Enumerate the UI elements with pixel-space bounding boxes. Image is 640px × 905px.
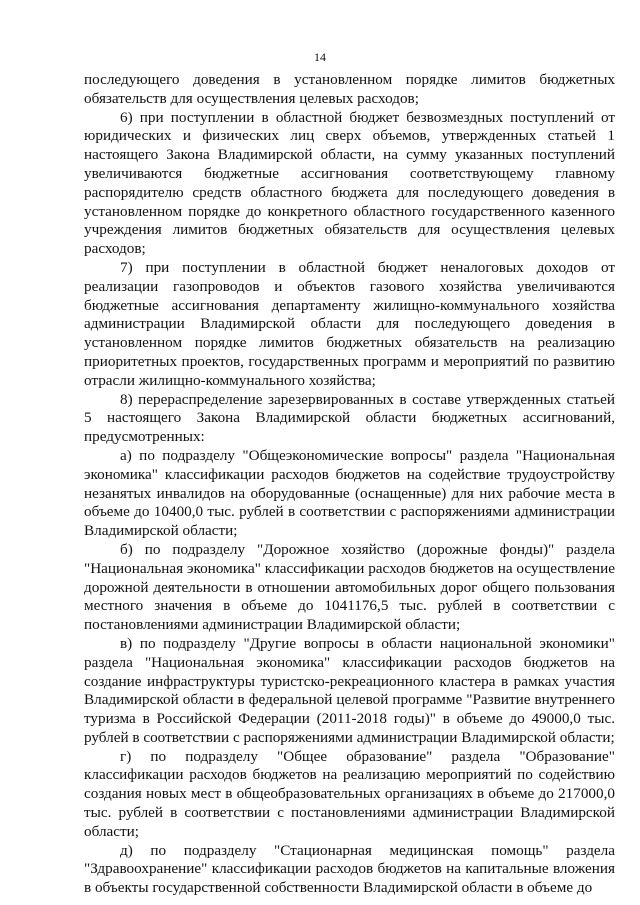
- document-body: [84, 71, 615, 898]
- paragraph-continuation: последующего доведения в установленном порядке лимитов бюджетных обязательств для осуществления целевых расходов;: [84, 71, 615, 107]
- paragraph-item-8: 8) перераспределение зарезервированных в составе утвержденных статьей 5 настоящего Закона Владимирской области бюджетных ассигнований, предусмотренных:: [84, 390, 615, 446]
- paragraph-subitem-a: а) по подразделу "Общеэкономические вопросы" раздела "Национальная экономика" классификации расходов бюджетов на содействие трудоустройству незанятых инвалидов на оборудованные (оснащенные) для них рабочие места в объеме до 10400,0 тыс. рублей в соответствии с распоряжениями администрации Владимирской области;: [84, 446, 615, 540]
- paragraph-subitem-g: г) по подразделу "Общее образование" раздела "Образование" классификации расходов бюджетов на реализацию мероприятий по содействию создания новых мест в общеобразовательных организациях в объеме до 217000,0 тыс. рублей в соответствии с постановлениями администрации Владимирской области;: [84, 747, 615, 840]
- paragraph-subitem-v: в) по подразделу "Другие вопросы в области национальной экономики" раздела "Национальная экономика" классификации расходов бюджетов на создание инфраструктуры туристско-рекреационного кластера в рамках участия Владимирской области в федеральной целевой программе "Развитие внутреннего туризма в Российской Федерации (2011-2018 годы)" в объеме до 49000,0 тыс. рублей в соответствии с распоряжениями администрации Владимирской области;: [84, 634, 615, 746]
- paragraph-subitem-b: б) по подразделу "Дорожное хозяйство (дорожные фонды)" раздела "Национальная экономика" классификации расходов бюджетов на осуществление дорожной деятельности в отношении автомобильных дорог общего пользования местного значения в объеме до 1041176,5 тыс. рублей в соответствии с постановлениями администрации Владимирской области;: [84, 540, 615, 634]
- page-number: 14: [314, 50, 326, 64]
- paragraph-item-7: 7) при поступлении в областной бюджет неналоговых доходов от реализации газопроводов и объектов газового хозяйства увеличиваются бюджетные ассигнования департаменту жилищно-коммунального хозяйства администрации Владимирской области для последующего доведения в установленном порядке лимитов бюджетных обязательств на реализацию приоритетных проектов, государственных программ и мероприятий по развитию отрасли жилищно-коммунального хозяйства;: [84, 258, 615, 389]
- paragraph-subitem-d: д) по подразделу "Стационарная медицинская помощь" раздела "Здравоохранение" классификации расходов бюджетов на капитальные вложения в объекты государственной собственности Владимирской области в объеме до: [84, 841, 615, 897]
- paragraph-item-6: 6) при поступлении в областной бюджет безвозмездных поступлений от юридических и физических лиц сверх объемов, утвержденных статьей 1 настоящего Закона Владимирской области, на сумму указанных поступлений увеличиваются бюджетные ассигнования соответствующему главному распорядителю средств областного бюджета для последующего доведения в установленном порядке до конкретного областного государственного казенного учреждения лимитов бюджетных обязательств для осуществления целевых расходов;: [84, 108, 615, 258]
